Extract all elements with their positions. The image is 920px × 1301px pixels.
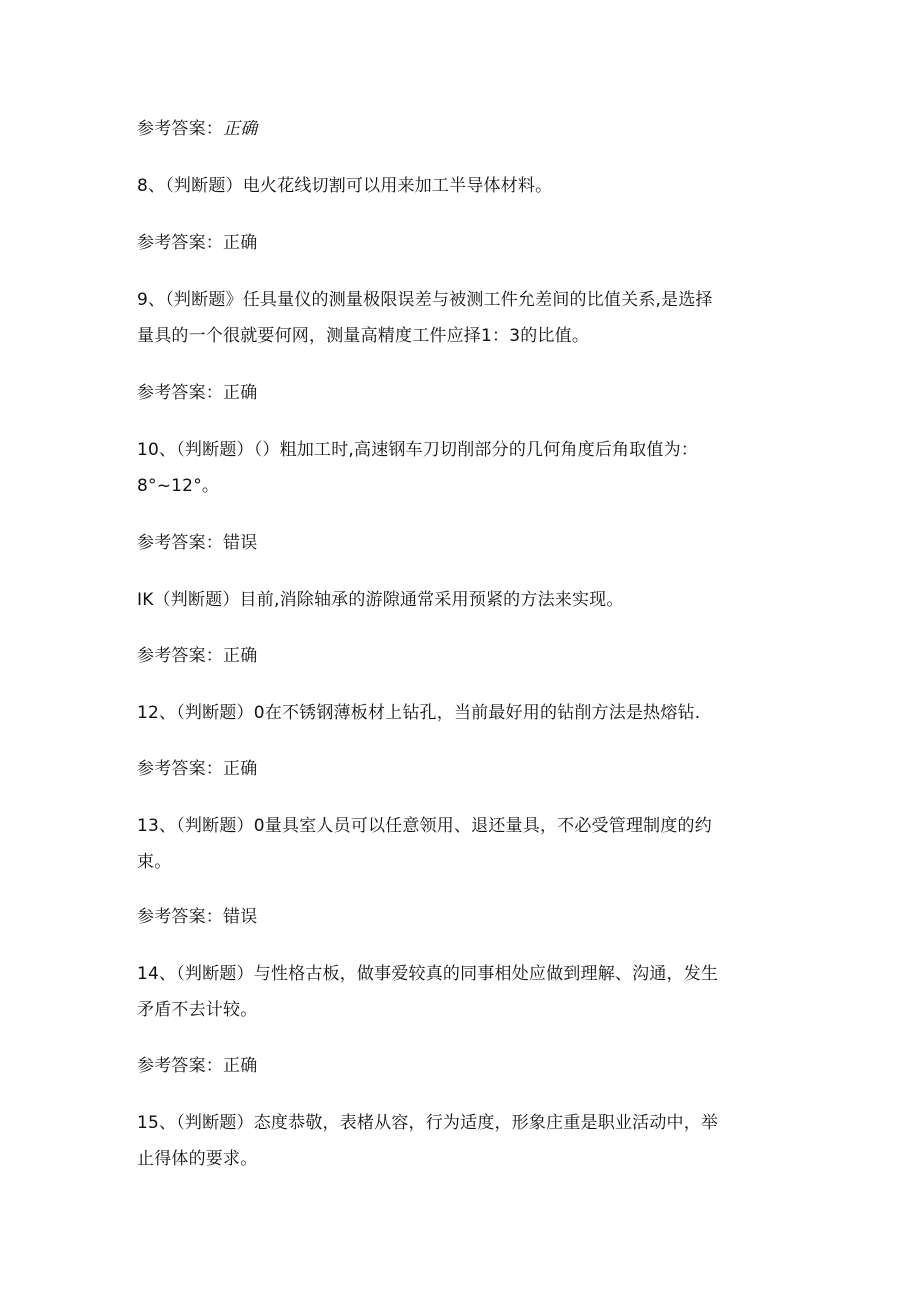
question-11: IK（判断题）目前,消除轴承的游隙通常采用预紧的方法来实现。 — [137, 590, 624, 610]
answer-value: 正确 — [223, 1056, 258, 1076]
answer-value: 正确 — [223, 646, 258, 666]
answer-prefix: 参考答案： — [137, 759, 223, 779]
question-14-line-2: 矛盾不去计较。 — [137, 1000, 258, 1020]
answer-value: 正确 — [223, 119, 258, 139]
answer-9 — [137, 383, 257, 403]
answer-prefix: 参考答案： — [137, 119, 223, 139]
question-9-line-1: 9、（判断题》任具量仪的测量极限误差与被测工件允差间的比值关系,是选择 — [137, 290, 713, 310]
answer-11 — [137, 646, 257, 666]
answer-value: 错误 — [223, 533, 258, 553]
answer-prefix: 参考答案： — [137, 233, 223, 253]
answer-value: 正确 — [223, 383, 258, 403]
answer-prefix: 参考答案： — [137, 533, 223, 553]
answer-prefix: 参考答案： — [137, 907, 223, 927]
answer-13 — [137, 907, 257, 927]
answer-value: 错误 — [223, 907, 258, 927]
question-15-line-1: 15、（判断题）态度恭敬，表楮从容，行为适度，形象庄重是职业活动中，举 — [137, 1113, 719, 1133]
answer-1 — [137, 119, 257, 139]
question-14-line-1: 14、（判断题）与性格古板，做事爱较真的同事相处应做到理解、沟通，发生 — [137, 964, 719, 984]
question-9-line-2: 量具的一个很就要何网，测量高精度工件应择1：3的比值。 — [137, 326, 590, 346]
answer-8 — [137, 233, 257, 253]
question-8: 8、（判断题）电火花线切割可以用来加工半导体材料。 — [137, 176, 553, 196]
answer-prefix: 参考答案： — [137, 383, 223, 403]
question-13-line-2: 束。 — [137, 852, 172, 872]
answer-10 — [137, 533, 257, 553]
answer-prefix: 参考答案： — [137, 646, 223, 666]
question-15-line-2: 止得体的要求。 — [137, 1149, 258, 1169]
answer-value: 正确 — [223, 759, 258, 779]
answer-14 — [137, 1056, 257, 1076]
question-10-line-2: 8°~12°。 — [137, 476, 220, 496]
question-10-line-1: 10、（判断题）（）粗加工时,高速钢车刀切削部分的几何角度后角取值为： — [137, 440, 699, 460]
question-12: 12、（判断题）0在不锈钢薄板材上钻孔，当前最好用的钻削方法是热熔钻. — [137, 703, 701, 723]
answer-value: 正确 — [223, 233, 258, 253]
answer-prefix: 参考答案： — [137, 1056, 223, 1076]
answer-12 — [137, 759, 257, 779]
question-13-line-1: 13、（判断题）0量具室人员可以任意领用、退还量具，不必受管理制度的约 — [137, 816, 712, 836]
